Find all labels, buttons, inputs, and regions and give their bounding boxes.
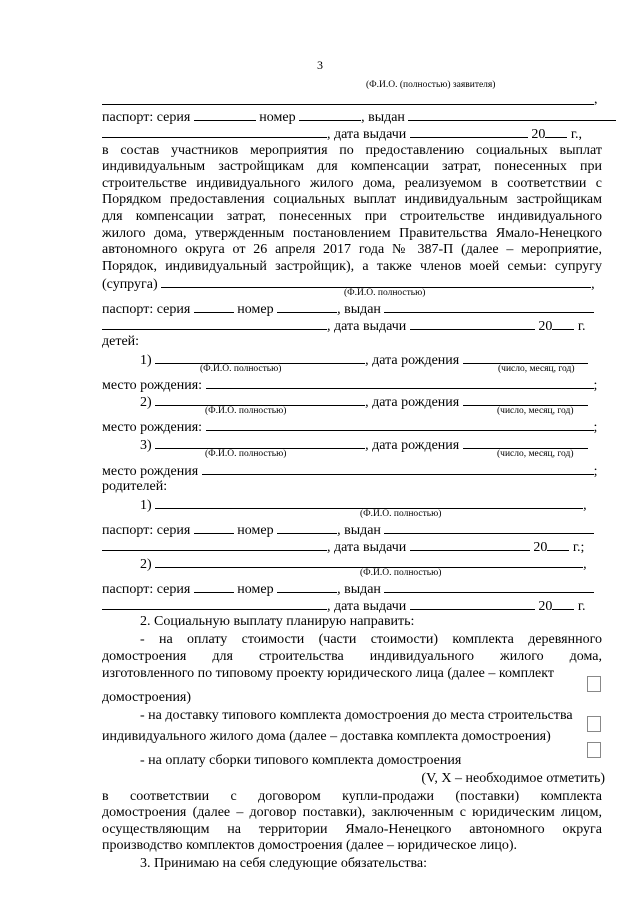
year-suffix: г. [577, 599, 586, 614]
issued-by-field-cont[interactable] [102, 125, 327, 138]
birth-place-label: место рождения: [102, 420, 203, 435]
paragraph-line: в состав участников мероприятия по предоставлению социальных выплат [102, 143, 602, 158]
child1-birth-place-field[interactable] [206, 376, 594, 389]
birth-date-label: , дата рождения [365, 438, 460, 453]
fio-caption: (Ф.И.О. полностью) [344, 288, 426, 298]
contract-text: производство комплектов домостроения (далее – юридическое лицо). [102, 838, 518, 853]
child1-birthplace-line [102, 376, 602, 394]
paragraph-line: жилого дома, утвержденным постановлением Правительства Ямало-Ненецкого [102, 226, 602, 241]
year-prefix: 20 [538, 319, 553, 334]
passport-series-field[interactable] [194, 580, 234, 593]
issued-label: , выдан [361, 110, 405, 125]
year-prefix: 20 [533, 540, 548, 555]
option-1-text: изготовленного по типовому проекту юридического лица (далее – комплект [102, 666, 554, 681]
comma: , [594, 92, 598, 107]
parent2-passport-line [102, 580, 602, 598]
item-number: 1) [140, 353, 152, 368]
contract-text: осуществляющим на территории Ямало-Ненецкого автономного округа [102, 822, 602, 837]
applicant-issue-date-line [102, 125, 602, 143]
paragraph-line: индивидуальным застройщикам для компенсации затрат, понесенных при [102, 159, 602, 174]
applicant-name-field[interactable] [102, 104, 594, 105]
issued-by-field[interactable] [384, 580, 594, 593]
passport-number-field[interactable] [277, 300, 337, 313]
item-number: 2) [140, 395, 152, 410]
semicolon: ; [593, 420, 598, 435]
paragraph-line: Порядком предоставления социальных выплат индивидуальным застройщикам [102, 192, 602, 207]
child2-birth-place-field[interactable] [206, 418, 594, 431]
semicolon: ; [593, 378, 598, 393]
fio-caption: (Ф.И.О. полностью) [360, 568, 442, 578]
date-caption: (число, месяц, год) [498, 364, 575, 374]
issued-label: , выдан [337, 302, 381, 317]
year-field[interactable] [547, 538, 569, 551]
paragraph-line: для компенсации затрат, понесенных при строительстве индивидуального [102, 209, 602, 224]
fio-caption: (Ф.И.О. полностью) [205, 449, 287, 459]
section-3-title: 3. Принимаю на себя следующие обязательства: [140, 856, 427, 871]
applicant-caption: (Ф.И.О. (полностью) заявителя) [366, 80, 496, 90]
passport-number-label: номер [237, 582, 274, 597]
child3-birthplace-line [102, 462, 602, 480]
spouse-issue-date-line [102, 317, 602, 335]
child2-birthplace-line [102, 418, 602, 436]
year-prefix: 20 [531, 127, 546, 142]
child2-birth-date-field[interactable] [463, 393, 588, 406]
paragraph-line: строительстве индивидуального жилого дома, реализуемом в соответствии с [102, 176, 602, 191]
mark-note: (V, X – необходимое отметить) [421, 771, 605, 786]
passport-number-label: номер [237, 302, 274, 317]
passport-series-field[interactable] [194, 108, 256, 121]
issued-by-field[interactable] [408, 108, 616, 121]
issue-date-field[interactable] [410, 125, 528, 138]
year-suffix: г. [577, 319, 586, 334]
passport-series-label: паспорт: серия [102, 582, 191, 597]
year-prefix: 20 [538, 599, 553, 614]
issued-by-field[interactable] [384, 521, 594, 534]
passport-series-field[interactable] [194, 300, 234, 313]
parent2-issue-date-line [102, 597, 602, 615]
year-field[interactable] [552, 597, 574, 610]
issued-label: , выдан [337, 582, 381, 597]
parent1-issue-date-line [102, 538, 602, 556]
passport-number-field[interactable] [277, 580, 337, 593]
option-3-text: - на оплату сборки типового комплекта домостроения [140, 753, 462, 768]
issue-date-field[interactable] [410, 538, 530, 551]
parent2-name-field[interactable] [155, 555, 583, 568]
children-label: детей: [102, 334, 140, 349]
birth-date-label: , дата рождения [365, 395, 460, 410]
issued-by-field-cont[interactable] [102, 597, 327, 610]
child1-birth-date-field[interactable] [463, 351, 588, 364]
option-3-checkbox[interactable] [587, 742, 601, 758]
child2-name-field[interactable] [155, 393, 365, 406]
parents-label: родителей: [102, 479, 168, 494]
semicolon: ; [593, 464, 598, 479]
date-issued-label: , дата выдачи [327, 319, 407, 334]
passport-series-field[interactable] [194, 521, 234, 534]
applicant-passport-line [102, 108, 602, 126]
passport-number-label: номер [259, 110, 296, 125]
comma: , [591, 277, 595, 292]
passport-series-label: паспорт: серия [102, 302, 191, 317]
passport-series-label: паспорт: серия [102, 110, 191, 125]
comma: , [583, 557, 587, 572]
passport-number-label: номер [237, 523, 274, 538]
child3-name-field[interactable] [155, 436, 365, 449]
option-1-text: домостроения) [102, 690, 192, 705]
date-issued-label: , дата выдачи [327, 599, 407, 614]
option-1-text: домостроения для строительства индивидуального жилого дома, [102, 649, 602, 664]
paragraph-line: автономного округа от 26 апреля 2017 года № 387-П (далее – мероприятие, [102, 242, 602, 257]
contract-text: в соответствии с договором купли-продажи (поставки) комплекта [102, 789, 602, 804]
child3-birth-place-field[interactable] [202, 462, 594, 475]
section-2-title: 2. Социальную выплату планирую направить: [140, 614, 415, 629]
paragraph-line: Порядок, индивидуальный застройщик), а также членов моей семьи: супругу [102, 259, 602, 274]
issue-date-field[interactable] [410, 317, 535, 330]
parent1-name-field[interactable] [155, 496, 583, 509]
spouse-passport-line [102, 300, 602, 318]
option-2-text: - на доставку типового комплекта домостроения до места строительства [140, 708, 573, 723]
child3-birth-date-field[interactable] [463, 436, 588, 449]
page-number: 3 [317, 58, 323, 72]
date-issued-label: , дата выдачи [327, 127, 407, 142]
date-issued-label: , дата выдачи [327, 540, 407, 555]
issued-by-field[interactable] [384, 300, 594, 313]
passport-number-field[interactable] [299, 108, 361, 121]
parent1-passport-line [102, 521, 602, 539]
year-suffix: г., [570, 127, 582, 142]
child1-name-field[interactable] [155, 351, 365, 364]
passport-series-label: паспорт: серия [102, 523, 191, 538]
item-number: 2) [140, 557, 152, 572]
birth-place-label: место рождения [102, 464, 199, 479]
passport-number-field[interactable] [277, 521, 337, 534]
fio-caption: (Ф.И.О. полностью) [200, 364, 282, 374]
fio-caption: (Ф.И.О. полностью) [205, 406, 287, 416]
comma: , [583, 498, 587, 513]
issue-date-field[interactable] [410, 597, 535, 610]
birth-place-label: место рождения: [102, 378, 203, 393]
year-field[interactable] [545, 125, 567, 138]
issued-label: , выдан [337, 523, 381, 538]
contract-text: домостроения (далее – договор поставки), заключенным с юридическим лицом, [102, 805, 602, 820]
option-2-text: индивидуального жилого дома (далее – доставка комплекта домостроения) [102, 729, 551, 744]
fio-caption: (Ф.И.О. полностью) [360, 509, 442, 519]
item-number: 3) [140, 438, 152, 453]
issued-by-field-cont[interactable] [102, 317, 327, 330]
item-number: 1) [140, 498, 152, 513]
date-caption: (число, месяц, год) [497, 449, 574, 459]
spouse-name-field[interactable] [161, 275, 591, 288]
option-1-text: - на оплату стоимости (части стоимости) комплекта деревянного [140, 632, 602, 647]
year-field[interactable] [552, 317, 574, 330]
spouse-prefix: (супруга) [102, 277, 158, 292]
option-1-checkbox[interactable] [587, 676, 601, 692]
issued-by-field-cont[interactable] [102, 538, 327, 551]
birth-date-label: , дата рождения [365, 353, 460, 368]
date-caption: (число, месяц, год) [497, 406, 574, 416]
year-suffix: г.; [572, 540, 585, 555]
option-2-checkbox[interactable] [587, 716, 601, 732]
